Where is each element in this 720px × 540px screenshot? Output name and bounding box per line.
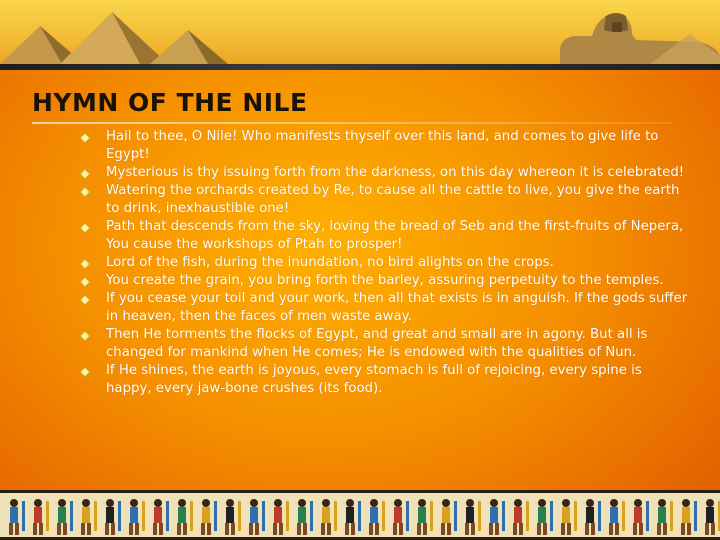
diamond-bullet-icon xyxy=(79,294,90,305)
diamond-bullet-icon xyxy=(79,168,90,179)
bullet-text: Path that descends from the sky, loving the bread of Seb and the first-fruits of Nepera, You cause the workshops of Ptah to prosper! xyxy=(106,219,684,252)
diamond-bullet-icon xyxy=(79,186,90,197)
list-item xyxy=(80,272,690,290)
list-item xyxy=(80,164,690,182)
bullet-text: Lord of the fish, during the inundation, no bird alights on the crops. xyxy=(106,255,554,270)
bullet-text: Watering the orchards created by Re, to cause all the cattle to live, you give the earth to drink, inexhaustible one! xyxy=(106,183,680,216)
bullet-list xyxy=(80,128,690,398)
header-banner xyxy=(0,0,720,70)
diamond-bullet-icon xyxy=(79,258,90,269)
diamond-bullet-icon xyxy=(79,132,90,143)
diamond-bullet-icon xyxy=(79,330,90,341)
diamond-bullet-icon xyxy=(79,222,90,233)
footer-frieze xyxy=(0,490,720,540)
egyptian-frieze-icon xyxy=(0,493,720,540)
slide-title: HYMN OF THE NILE xyxy=(32,88,308,117)
list-item xyxy=(80,182,690,218)
diamond-bullet-icon xyxy=(79,276,90,287)
title-underline xyxy=(32,122,672,124)
bullet-text: You create the grain, you bring forth the barley, assuring perpetuity to the temples. xyxy=(106,273,664,288)
bullet-text: Mysterious is thy issuing forth from the darkness, on this day whereon it is celebrated! xyxy=(106,165,685,180)
list-item xyxy=(80,362,690,398)
list-item xyxy=(80,128,690,164)
bullet-text: Hail to thee, O Nile! Who manifests thyself over this land, and comes to give life to Egypt! xyxy=(106,129,659,162)
banner-divider xyxy=(0,64,720,70)
pyramids-sphinx-icon xyxy=(0,0,720,70)
list-item xyxy=(80,254,690,272)
bullet-text: If you cease your toil and your work, then all that exists is in anguish. If the gods suffer in heaven, then the faces of men waste away. xyxy=(106,291,688,324)
list-item xyxy=(80,326,690,362)
bullet-text: Then He torments the flocks of Egypt, and great and small are in agony. But all is changed for mankind when He comes; He is endowed with the qualities of Nun. xyxy=(106,327,648,360)
bullet-text: If He shines, the earth is joyous, every stomach is full of rejoicing, every spine is happy, every jaw-bone crushes (its food). xyxy=(106,363,642,396)
list-item xyxy=(80,290,690,326)
diamond-bullet-icon xyxy=(79,366,90,377)
list-item xyxy=(80,218,690,254)
